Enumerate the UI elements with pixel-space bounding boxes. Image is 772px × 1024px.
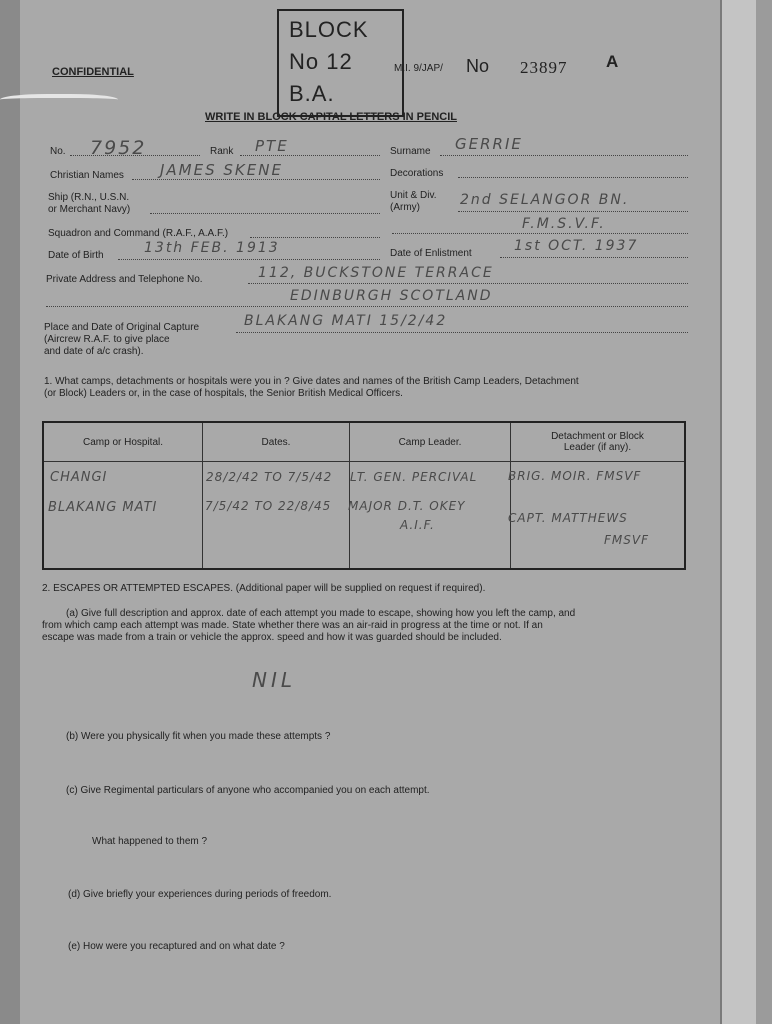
decorations-label: Decorations <box>390 168 444 179</box>
row1-detachment: BRIG. MOIR. FMSVF <box>508 469 642 483</box>
form-number: 23897 <box>520 58 568 77</box>
underlying-page-edge <box>720 0 758 1024</box>
unit-value-1: 2nd SELANGOR BN. <box>460 192 630 208</box>
col-detachment-line-2: Leader (if any). <box>563 442 632 453</box>
q2-title: 2. ESCAPES OR ATTEMPTED ESCAPES. (Additional paper will be supplied on request if required). <box>42 583 486 594</box>
unit-line-2 <box>392 233 688 234</box>
camps-table <box>42 421 686 570</box>
col-detachment <box>511 422 686 462</box>
address-value-2: EDINBURGH SCOTLAND <box>290 288 493 304</box>
christian-names-value: JAMES SKENE <box>160 161 283 179</box>
q1-text-1: 1. What camps, detachments or hospitals were you in ? Give dates and names of the British Camp Leaders, Detachment <box>44 376 579 387</box>
service-number-label: No. <box>50 146 66 157</box>
capture-label-2: (Aircrew R.A.F. to give place <box>44 334 170 345</box>
q2a-text-1: (a) Give full description and approx. date of each attempt you made to escape, showing how you left the camp, and <box>66 608 576 619</box>
unit-label-1: Unit & Div. <box>390 190 437 201</box>
capture-line <box>236 332 688 333</box>
q2a-text-3: escape was made from a train or vehicle the approx. speed and how it was guarded should be included. <box>42 632 502 643</box>
capture-value: BLAKANG MATI 15/2/42 <box>244 313 448 329</box>
address-label: Private Address and Telephone No. <box>46 274 203 285</box>
ship-label-1: Ship (R.N., U.S.N. <box>48 192 130 203</box>
christian-names-label: Christian Names <box>50 170 124 181</box>
decorations-line <box>458 177 688 178</box>
row2-dates: 7/5/42 TO 22/8/45 <box>205 499 332 513</box>
number-label: No <box>466 56 490 76</box>
q1-text-2: (or Block) Leaders or, in the case of hospitals, the Senior British Medical Officers. <box>44 388 403 399</box>
enlistment-line <box>500 257 688 258</box>
squadron-label: Squadron and Command (R.A.F., A.A.F.) <box>48 228 229 239</box>
rank-label: Rank <box>210 146 234 157</box>
q2a-text-2: from which camp each attempt was made. State whether there was an air-raid in progress at the time or not. If an <box>42 620 543 631</box>
dob-value: 13th FEB. 1913 <box>144 240 280 256</box>
row2-detachment-2: FMSVF <box>604 533 649 547</box>
dob-line <box>118 259 380 260</box>
q2e-text: (e) How were you recaptured and on what date ? <box>68 941 285 952</box>
address-line-1 <box>248 283 688 284</box>
q2d-text: (d) Give briefly your experiences during periods of freedom. <box>68 889 332 900</box>
col-detachment-line-1: Detachment or Block <box>551 431 644 442</box>
form-letter: A <box>606 52 619 71</box>
col-camp: Camp or Hospital. <box>43 422 203 462</box>
squadron-line <box>250 237 380 238</box>
surname-label: Surname <box>390 146 431 157</box>
tag-string <box>0 94 118 108</box>
form-ref: M.I. 9/JAP/ <box>394 63 443 74</box>
row1-dates: 28/2/42 TO 7/5/42 <box>206 470 333 484</box>
row2-leader: MAJOR D.T. OKEY <box>348 499 466 513</box>
enlistment-label: Date of Enlistment <box>390 248 472 259</box>
unit-label-2: (Army) <box>390 202 420 213</box>
surname-line <box>440 155 688 156</box>
q2a-answer: NIL <box>252 668 297 692</box>
stamp-line-2: No 12 <box>289 49 353 74</box>
row2-camp: BLAKANG MATI <box>48 500 158 515</box>
unit-line-1 <box>458 211 688 212</box>
dob-label: Date of Birth <box>48 250 104 261</box>
surname-value: GERRIE <box>455 135 523 153</box>
q2c-text: (c) Give Regimental particulars of anyone who accompanied you on each attempt. <box>66 785 430 796</box>
ship-label-2: or Merchant Navy) <box>48 204 131 215</box>
row2-detachment: CAPT. MATTHEWS <box>508 511 628 525</box>
service-number-value: 7952 <box>90 137 147 159</box>
ship-line <box>150 213 380 214</box>
address-line-2 <box>46 306 688 307</box>
instruction-heading: WRITE IN BLOCK CAPITAL LETTERS IN PENCIL <box>205 111 457 123</box>
rank-value: PTE <box>255 137 289 155</box>
rank-line <box>240 155 380 156</box>
stamp-line-3: B.A. <box>289 81 335 106</box>
q2c-followup: What happened to them ? <box>92 836 208 847</box>
row1-leader: LT. GEN. PERCIVAL <box>350 470 478 484</box>
col-dates: Dates. <box>203 422 350 462</box>
binder-edge <box>0 0 20 1024</box>
row2-leader-2: A.I.F. <box>400 518 435 532</box>
address-value-1: 112, BUCKSTONE TERRACE <box>258 265 494 281</box>
q2b-text: (b) Were you physically fit when you made these attempts ? <box>66 731 331 742</box>
capture-label-3: and date of a/c crash). <box>44 346 144 357</box>
confidential-label: CONFIDENTIAL <box>52 66 134 78</box>
col-leader: Camp Leader. <box>350 422 511 462</box>
enlistment-value: 1st OCT. 1937 <box>514 238 639 254</box>
unit-value-2: F.M.S.V.F. <box>522 216 606 232</box>
folder-edge <box>756 0 772 1024</box>
christian-names-line <box>132 179 380 180</box>
row1-camp: CHANGI <box>50 470 108 485</box>
stamp-line-1: BLOCK <box>289 17 369 42</box>
block-stamp <box>277 9 404 117</box>
capture-label-1: Place and Date of Original Capture <box>44 322 200 333</box>
